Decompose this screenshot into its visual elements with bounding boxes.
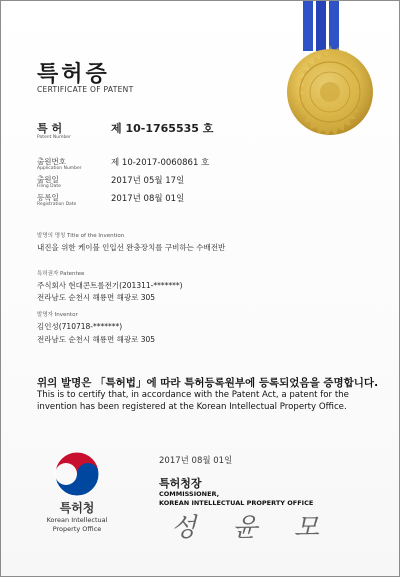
patent-number-label-en: Patent Number (37, 135, 71, 140)
commissioner-title-en-line1: COMMISSIONER, (159, 490, 220, 498)
issue-date: 2017년 08월 01일 (159, 456, 233, 466)
patentee-label: 특허권자 Patentee (37, 271, 85, 277)
filing-date-value: 2017년 05월 17일 (111, 176, 185, 186)
application-number-label: 출원번호 (37, 157, 66, 166)
commissioner-title-en-line2: KOREAN INTELLECTUAL PROPERTY OFFICE (159, 498, 314, 507)
commissioner-title-ko: 특허청장 (159, 477, 202, 490)
patent-number-value: 제 10-1765535 호 (111, 122, 214, 135)
taegeuk-logo-icon (51, 448, 103, 500)
registration-date-value: 2017년 08월 01일 (111, 194, 185, 204)
patent-number-label: 특 허 (37, 122, 63, 135)
registration-date-label: 등록일 (37, 193, 59, 202)
certificate-subtitle: CERTIFICATE OF PATENT (37, 85, 134, 94)
certification-statement-ko: 위의 발명은 「특허법」에 따라 특허등록원부에 등록되었음을 증명합니다. (37, 377, 379, 389)
office-name-ko: 특허청 (59, 501, 95, 515)
certification-statement-en: This is to certify that, in accordance with the Patent Act, a patent for the invention has been registered at the Korean Intellectual Property Office. (37, 390, 349, 412)
filing-date-label-en: Filing Date (37, 184, 61, 189)
office-name-en-line1: Korean Intellectual (46, 516, 108, 524)
certificate-title: 특허증 (37, 62, 110, 87)
office-name-en (37, 516, 117, 534)
office-name-en-line2: Property Office (52, 525, 102, 533)
filing-date-label: 출원일 (37, 175, 59, 184)
inventor-address: 전라남도 순천시 해룡면 해광로 305 (37, 335, 156, 344)
invention-title-value: 내진을 위한 케이블 인입선 완충장치를 구비하는 수배전반 (37, 243, 226, 252)
gold-seal-icon (281, 43, 379, 141)
registration-date-label-en: Registration Date (37, 202, 77, 207)
invention-title-label: 발명의 명칭 Title of the Invention (37, 233, 125, 239)
commissioner-signature: 성 윤 모 (171, 513, 333, 543)
application-number-value: 제 10-2017-0060861 호 (111, 158, 210, 168)
commissioner-title-en (159, 490, 313, 507)
inventor-label: 발명자 Inventor (37, 312, 78, 318)
patentee-name: 주식회사 현대콘트롤전기(201311-*******) (37, 281, 183, 290)
patentee-address: 전라남도 순천시 해룡면 해광로 305 (37, 293, 156, 302)
inventor-name: 김인성(710718-*******) (37, 322, 123, 331)
application-number-label-en: Application Number (37, 166, 82, 171)
